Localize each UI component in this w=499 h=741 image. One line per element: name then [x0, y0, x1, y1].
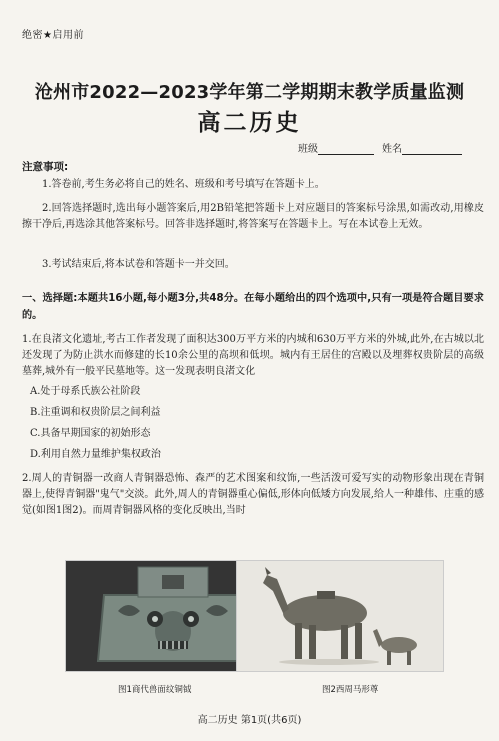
- question-2-stem: 2.周人的青铜器一改商人青铜器恐怖、森严的艺术图案和纹饰,一些活泼可爱写实的动物形象出现在青铜器上,使得青铜器"鬼气"交淡。此外,周人的青铜器重心偏低,形体向低矮方向发展,给人一种雄伟、庄重的感觉(如图1图2)。而周青铜器风格的变化反映出,当时: [22, 473, 484, 516]
- figure-2-caption: 图2西周马形尊: [322, 685, 379, 695]
- notice-item-2: 2.回答选择题时,选出每小题答案后,用2B铅笔把答题卡上对应题目的答案标号涂黑,如需改动,用橡皮擦干净后,再选涂其他答案标号。回答非选择题时,将答案写在答题卡上。写在本试卷上无效。: [22, 203, 484, 230]
- q1-option-d: D.利用自然力量维护集权政治: [30, 449, 161, 460]
- q1-option-b: B.注重调和权贵阶层之间利益: [30, 407, 161, 418]
- figure-1-caption: 图1商代兽面纹铜钺: [118, 685, 192, 695]
- question-1-stem: 1.在良渚文化遗址,考古工作者发现了面积达300万平方米的内城和630万平方米的外城,此外,在古城以北还发现了为防止洪水而修建的长10余公里的高坝和低坝。城内有王居住的宫殿以及埋葬权贵阶层的高级墓葬,城外有一般平民墓地等。这一发现表明良渚文化: [22, 334, 484, 377]
- q1-option-a: A.处于母系氏族公社阶段: [30, 386, 141, 397]
- class-blank: [318, 144, 374, 155]
- figure-2-image: [236, 560, 444, 672]
- name-blank: [402, 144, 462, 155]
- class-label: 班级: [298, 144, 318, 155]
- q1-option-c: C.具备早期国家的初始形态: [30, 428, 151, 439]
- section-heading: 一、选择题:本题共16小题,每小题3分,共48分。在每小题给出的四个选项中,只有一项是符合题目要求的。: [22, 293, 484, 321]
- notice-heading: 注意事项:: [22, 161, 69, 173]
- exam-title: 沧州市2022—2023学年第二学期期末教学质量监测: [34, 82, 465, 103]
- notice-item-1: 1.答卷前,考生务必将自己的姓名、班级和考号填写在答题卡上。: [42, 179, 325, 190]
- page-footer: 高二历史 第1页(共6页): [197, 715, 302, 726]
- subject-title: 高二历史: [197, 110, 302, 136]
- notice-item-3: 3.考试结束后,将本试卷和答题卡一并交回。: [42, 259, 235, 270]
- secret-label: 绝密★启用前: [22, 30, 84, 41]
- name-label: 姓名: [382, 144, 402, 155]
- student-fields: [298, 140, 462, 155]
